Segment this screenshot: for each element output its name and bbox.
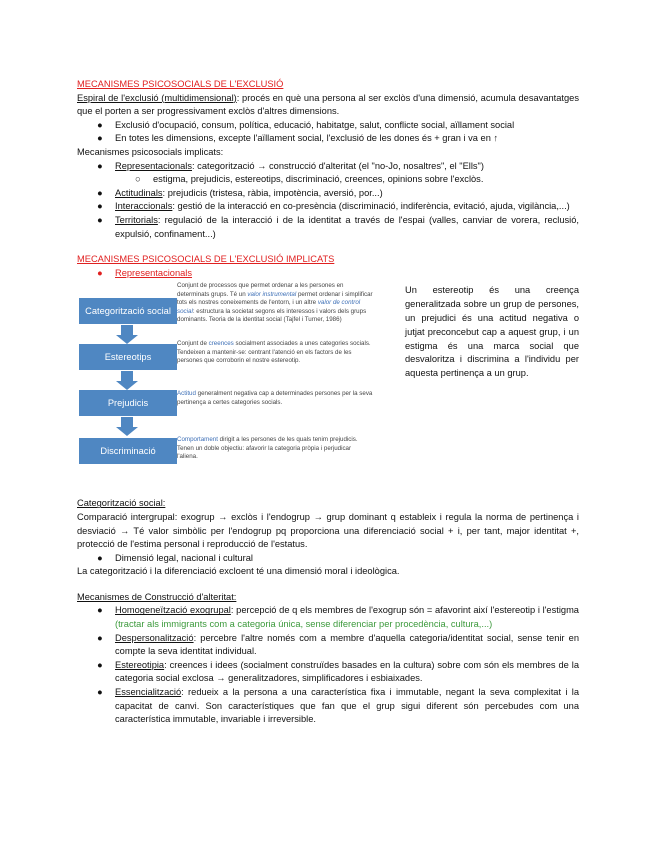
list-item: ● Despersonalització: percebre l'altre només com a membre d'aquella categoria/identitat social, sense tenir en compte la seva identitat individual. — [97, 632, 579, 657]
down-arrow-icon — [121, 325, 133, 335]
down-arrow-icon — [121, 417, 133, 427]
list-item: ● Representacionals — [97, 267, 193, 278]
down-arrow-icon — [121, 371, 133, 381]
list-item: ● Actitudinals: prejudicis (tristesa, ràbia, impotència, aversió, por...) — [97, 187, 383, 198]
spiral-term: Espiral de l'exclusió (multidimensional) — [77, 92, 237, 103]
diagram-box-estereotips: Estereotips — [79, 344, 177, 370]
list-item: ● Representacionals: categorització → construcció d'alteritat (el "no-Jo, nosaltres", el "Ells") — [97, 160, 484, 171]
section-title-exclusio: MECANISMES PSICOSOCIALS DE L'EXCLUSIÓ — [77, 79, 284, 89]
flow-diagram — [77, 282, 579, 488]
categoritzacio-after: La categorització i la diferenciació excloent té una dimensió moral i ideològica. — [77, 566, 400, 577]
alteritat-heading: Mecanismes de Construcció d'alteritat: — [77, 591, 237, 602]
categoritzacio-heading: Categorització social: — [77, 498, 166, 509]
diagram-box-prejudicis: Prejudicis — [79, 390, 177, 416]
diagram-desc-prejudicis: Actitud generalment negativa cap a determinades persones per la seva pertinença a certes categories socials. — [177, 390, 373, 406]
list-item: ● Essencialització: redueix a la persona a una característica fixa i immutable, negant la seva complexitat i la capacitat de canvi. Son característiques que fan que el grup sigui diferent són percebudes com una característica immutable, invariable i irreversible. — [97, 687, 579, 725]
spiral-paragraph: Espiral de l'exclusió (multidimensional): procés en què una persona al ser exclòs d'una dimensió, acumula desavantatges que el porten a ser progressivament exclòs d'altres dimensions. — [77, 92, 579, 117]
categoritzacio-paragraph: Comparació intergrupal: exogrup → exclòs i l'endogrup → grup dominant q estableix i regula la norma de pertinença i desviació → Té valor simbòlic per l'endogrup pq proporciona una diferenciació social + i, per tant, major identitat +, protecció de l'estima personal i reproducció de l'estatus. — [77, 511, 579, 550]
section-title-implicats: MECANISMES PSICOSOCIALS DE L'EXCLUSIÓ IMPLICATS — [77, 254, 335, 265]
diagram-box-categoritzacio: Categorització social — [79, 298, 177, 324]
diagram-box-discriminacio: Discriminació — [79, 438, 177, 464]
diagram-desc-discriminacio: Comportament dirigit a les persones de les quals tenim prejudicis. Tenen un doble objectiu: afavorir la categoria pròpia i perjudicar l'aliena. — [177, 436, 358, 461]
list-item: ● Estereotipia: creences i idees (socialment construïdes basades en la cultura) sobre com són els membres de la categoria social exclosa → generalitzadores, simplificadores i esbiaixades. — [97, 659, 579, 684]
list-item: ● Homogeneïtzació exogrupal: percepció de q els membres de l'exogrup són = afavorint així l'estereotip i l'estigma (tractar als immigrants com a categoria única, sense diferenciar per procedència, cultura,...) — [97, 605, 579, 630]
diagram-desc-estereotips: Conjunt de creences socialment associades a unes categories socials. Tendeixen a mantenir-se: centrant l'atenció en els factors de les persones que corroborin el nostre estereotip. — [177, 340, 371, 365]
diagram-desc-categoritzacio: Conjunt de processos que permet ordenar a les persones en determinats grups. Té un valor instrumental permet ordenar i simplificar tots els nostres coneixements de l'entorn, i un altre valor de control social: estructura la societat segons els interessos i valors dels grups dominants. Teoria de la identitat social (Tajfel i Turner, 1986) — [177, 282, 373, 323]
list-item: ● Dimensió legal, nacional i cultural — [97, 552, 253, 563]
list-item: ● Territorials: regulació de la interacció i de la identitat a través de l'espai (valles, canviar de vorera, reclusió, expulsió, confinament...) — [97, 214, 579, 239]
list-item: ● Interaccionals: gestió de la interacció en co-presència (discriminació, indiferència, evitació, ajuda, vigilància,...) — [97, 201, 570, 212]
document-page — [77, 78, 579, 727]
list-item: ● En totes les dimensions, excepte l'aïllament social, l'exclusió de les dones és + gran i va en ↑ — [97, 133, 499, 144]
list-item: ● Exclusió d'ocupació, consum, política, educació, habitatge, salut, conflicte social, aïllament social — [97, 119, 515, 130]
mechanisms-intro: Mecanismes psicosocials implicats: — [77, 146, 224, 157]
stereotype-definition: Un estereotip és una creença generalitzada sobre un grup de persones, un prejudici és una actitud negativa o jutjat preconcebut cap a aquest grup, i un estigma és una marca social que desvaloritza i discrimina a l'individu per aquesta pertinença a un grup. — [405, 285, 579, 379]
sub-list-item: ○ estigma, prejudicis, estereotips, discriminació, creences, opinions sobre l'exclòs. — [135, 174, 484, 185]
